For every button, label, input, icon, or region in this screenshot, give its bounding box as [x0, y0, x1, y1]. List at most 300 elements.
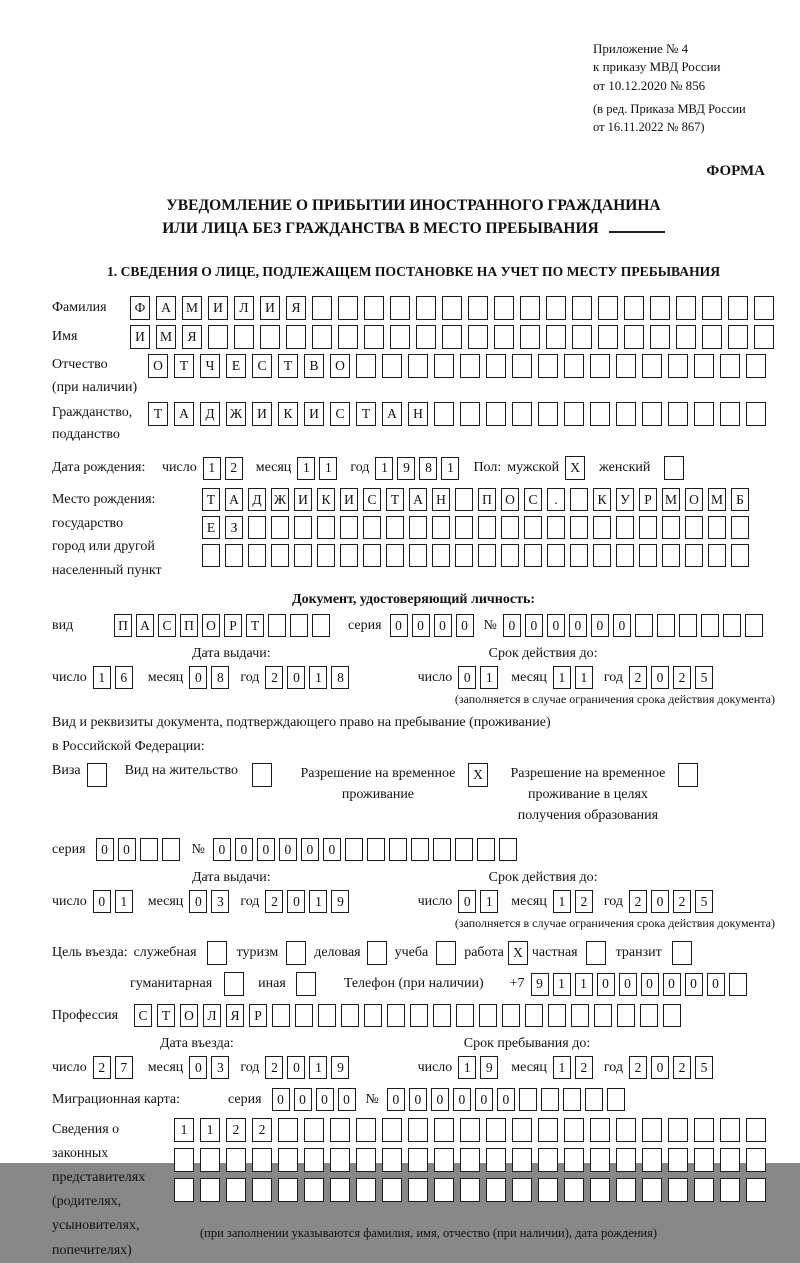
char-cell: [541, 1088, 559, 1111]
char-cell: [410, 1004, 428, 1027]
firstname-row: [52, 325, 775, 349]
char-cell: 0: [547, 614, 565, 637]
identity-doc-dates-row: [52, 666, 775, 689]
char-cell: [616, 1148, 636, 1172]
char-cell: [345, 838, 363, 861]
char-cell: 8: [419, 457, 437, 480]
char-cell: [642, 1148, 662, 1172]
identity-issue-date: число 1 6 месяц 0 8 год 2 0 1 8: [52, 666, 349, 689]
char-cell: [564, 1148, 584, 1172]
char-cell: П: [180, 614, 198, 637]
char-cell: [318, 1004, 336, 1027]
form-title-line2: ИЛИ ЛИЦА БЕЗ ГРАЖДАНСТВА В МЕСТО ПРЕБЫВАНИЯ: [52, 217, 775, 240]
char-cell: [468, 296, 488, 320]
char-cell: [456, 1004, 474, 1027]
char-cell: 1: [200, 1118, 220, 1142]
char-cell: 0: [287, 890, 305, 913]
appendix-line: Приложение № 4: [593, 41, 689, 56]
char-cell: 1: [575, 666, 593, 689]
char-cell: [356, 1148, 376, 1172]
char-cell: [538, 402, 558, 426]
char-cell: 2: [265, 666, 283, 689]
char-cell: А: [136, 614, 154, 637]
char-cell: [494, 296, 514, 320]
char-cell: [225, 544, 243, 567]
char-cell: 0: [651, 666, 669, 689]
char-cell: [702, 296, 722, 320]
char-cell: 9: [480, 1056, 498, 1079]
char-cell: И: [260, 296, 280, 320]
entry-date-group: число 2 7 месяц 0 3 год 2 0 1 9: [52, 1056, 349, 1079]
char-cell: Ж: [226, 402, 246, 426]
char-cell: [731, 516, 749, 539]
char-cell: [494, 325, 514, 349]
representatives-label: Сведения о законных представителях (родителях, усыновителях, попечителях): [52, 1122, 146, 1258]
char-cell: [720, 354, 740, 378]
char-cell: С: [330, 402, 350, 426]
char-cell: А: [225, 488, 243, 511]
char-cell: [364, 325, 384, 349]
char-cell: [650, 296, 670, 320]
char-cell: 0: [387, 1088, 405, 1111]
char-cell: Я: [226, 1004, 244, 1027]
char-cell: [694, 1178, 714, 1202]
char-cell: Б: [731, 488, 749, 511]
residence-date-headers: [52, 870, 775, 886]
char-cell: [708, 516, 726, 539]
char-cell: [460, 354, 480, 378]
char-cell: [547, 544, 565, 567]
char-cell: Т: [356, 402, 376, 426]
purpose-humanitarian-checkbox: [224, 972, 244, 996]
char-cell: [642, 1118, 662, 1142]
residence-validity-note: (заполняется в случае ограничения срока действия документа): [454, 916, 775, 931]
residence-seriya-row: [52, 838, 775, 861]
char-cell: [585, 1088, 603, 1111]
char-cell: 0: [525, 614, 543, 637]
char-cell: Т: [246, 614, 264, 637]
char-cell: Н: [408, 402, 428, 426]
char-cell: [455, 544, 473, 567]
char-cell: [434, 1148, 454, 1172]
char-cell: Я: [182, 325, 202, 349]
char-cell: 0: [287, 666, 305, 689]
char-cell: [208, 325, 228, 349]
surname-row: [52, 296, 775, 320]
birthplace-cells-row1: [202, 488, 749, 511]
char-cell: [312, 325, 332, 349]
char-cell: 0: [96, 838, 114, 861]
char-cell: [746, 1148, 766, 1172]
patronymic-cells: [148, 354, 766, 378]
char-cell: 8: [331, 666, 349, 689]
char-cell: 9: [531, 973, 549, 996]
migration-card-label: Миграционная карта:: [52, 1091, 181, 1107]
char-cell: 0: [456, 614, 474, 637]
sex-male-label: мужской: [507, 460, 560, 476]
char-cell: [389, 838, 407, 861]
sex-label: Пол:: [473, 460, 502, 476]
char-cell: [364, 1004, 382, 1027]
char-cell: [455, 838, 473, 861]
char-cell: [616, 354, 636, 378]
char-cell: [694, 1148, 714, 1172]
char-cell: [590, 402, 610, 426]
char-cell: 0: [294, 1088, 312, 1111]
char-cell: [754, 325, 774, 349]
char-cell: [411, 838, 429, 861]
patronymic-label: Отчество (при наличии): [52, 357, 138, 396]
char-cell: С: [363, 488, 381, 511]
char-cell: 0: [412, 614, 430, 637]
char-cell: [746, 1118, 766, 1142]
birthplace-cells-row3: [202, 544, 749, 567]
char-cell: [728, 296, 748, 320]
issue-date-header: Дата выдачи:: [192, 646, 271, 662]
char-cell: Р: [249, 1004, 267, 1027]
char-cell: [226, 1148, 246, 1172]
char-cell: [367, 838, 385, 861]
entry-purpose-row2: гуманитарная иная Телефон (при наличии) +7 9 1 1 0 0 0 0 0 0: [52, 972, 775, 996]
char-cell: 2: [575, 890, 593, 913]
char-cell: 2: [629, 890, 647, 913]
char-cell: [200, 1148, 220, 1172]
char-cell: [460, 402, 480, 426]
char-cell: [252, 1148, 272, 1172]
char-cell: [642, 402, 662, 426]
char-cell: [478, 544, 496, 567]
char-cell: 0: [503, 614, 521, 637]
char-cell: 2: [93, 1056, 111, 1079]
title-blank-line: [609, 219, 665, 233]
temp-residence-checkbox: X: [468, 763, 488, 787]
char-cell: [304, 1178, 324, 1202]
char-cell: Е: [202, 516, 220, 539]
char-cell: 2: [265, 1056, 283, 1079]
char-cell: 2: [226, 1118, 246, 1142]
entry-dates-row: [52, 1056, 775, 1079]
char-cell: [341, 1004, 359, 1027]
char-cell: [286, 325, 306, 349]
birthplace-label: Место рождения: государство город или другой населенный пункт: [52, 492, 162, 578]
patronymic-row: [52, 354, 775, 399]
char-cell: К: [317, 488, 335, 511]
char-cell: [387, 1004, 405, 1027]
char-cell: [590, 1148, 610, 1172]
temp-residence-edu-option: Разрешение на временное проживание в целях получения образования: [504, 763, 698, 826]
char-cell: [639, 516, 657, 539]
char-cell: [572, 325, 592, 349]
char-cell: 0: [458, 890, 476, 913]
char-cell: [382, 1118, 402, 1142]
residence-number-label: №: [191, 841, 205, 857]
char-cell: 7: [115, 1056, 133, 1079]
char-cell: [200, 1178, 220, 1202]
doc-seriya-cells: [390, 614, 474, 637]
entry-purpose-row1: Цель въезда: служебная туризм деловая учеба работа X частная транзит: [52, 941, 775, 965]
temp-residence-option: Разрешение на временное проживание X: [294, 763, 488, 805]
char-cell: [356, 1118, 376, 1142]
char-cell: 2: [252, 1118, 272, 1142]
char-cell: [746, 1178, 766, 1202]
char-cell: [593, 544, 611, 567]
char-cell: [616, 516, 634, 539]
char-cell: 1: [480, 890, 498, 913]
residence-seriya-cells: [96, 838, 180, 861]
char-cell: .: [547, 488, 565, 511]
char-cell: [590, 1118, 610, 1142]
char-cell: 0: [453, 1088, 471, 1111]
char-cell: 0: [431, 1088, 449, 1111]
char-cell: [720, 1148, 740, 1172]
birthplace-cells: [202, 488, 749, 567]
sex-female-label: женский: [599, 460, 651, 476]
char-cell: [455, 516, 473, 539]
char-cell: [607, 1088, 625, 1111]
char-cell: [271, 516, 289, 539]
birthplace-row: [52, 488, 775, 582]
migration-number-cells: [387, 1088, 625, 1111]
char-cell: 1: [375, 457, 393, 480]
char-cell: [662, 516, 680, 539]
char-cell: [640, 1004, 658, 1027]
char-cell: 1: [553, 890, 571, 913]
char-cell: [278, 1148, 298, 1172]
char-cell: И: [130, 325, 150, 349]
char-cell: [460, 1118, 480, 1142]
char-cell: [663, 1004, 681, 1027]
char-cell: [538, 354, 558, 378]
visa-option: Виза: [52, 763, 107, 787]
char-cell: [662, 544, 680, 567]
char-cell: [639, 544, 657, 567]
char-cell: [272, 1004, 290, 1027]
char-cell: 1: [458, 1056, 476, 1079]
char-cell: 8: [211, 666, 229, 689]
entry-purpose-label: Цель въезда:: [52, 945, 128, 961]
char-cell: 0: [651, 1056, 669, 1079]
char-cell: [546, 296, 566, 320]
char-cell: [434, 1178, 454, 1202]
citizenship-label: Гражданство, подданство: [52, 404, 133, 443]
char-cell: 6: [115, 666, 133, 689]
char-cell: И: [294, 488, 312, 511]
purpose-transit-checkbox: [672, 941, 692, 965]
char-cell: [330, 1148, 350, 1172]
identity-valid-date: число 0 1 месяц 1 1 год 2 0 2 5: [418, 666, 713, 689]
char-cell: 0: [287, 1056, 305, 1079]
char-cell: Т: [174, 354, 194, 378]
char-cell: [594, 1004, 612, 1027]
char-cell: [363, 516, 381, 539]
char-cell: [477, 838, 495, 861]
birthdate-label: Дата рождения:: [52, 460, 146, 476]
char-cell: Т: [157, 1004, 175, 1027]
char-cell: 1: [553, 666, 571, 689]
residence-valid-date: число 0 1 месяц 1 2 год 2 0 2 5: [418, 890, 713, 913]
char-cell: [252, 1178, 272, 1202]
char-cell: И: [208, 296, 228, 320]
char-cell: 0: [434, 614, 452, 637]
form-title-line1: УВЕДОМЛЕНИЕ О ПРИБЫТИИ ИНОСТРАННОГО ГРАЖДАНИНА: [166, 196, 661, 214]
char-cell: [570, 516, 588, 539]
char-cell: К: [278, 402, 298, 426]
char-cell: 3: [211, 1056, 229, 1079]
char-cell: 1: [309, 1056, 327, 1079]
char-cell: С: [252, 354, 272, 378]
char-cell: [317, 544, 335, 567]
char-cell: [598, 296, 618, 320]
char-cell: [728, 325, 748, 349]
char-cell: 0: [189, 1056, 207, 1079]
char-cell: [501, 516, 519, 539]
char-cell: О: [685, 488, 703, 511]
char-cell: М: [156, 325, 176, 349]
representatives-note: (при заполнении указываются фамилия, имя, отчество (при наличии), дата рождения): [200, 1226, 658, 1241]
char-cell: [162, 838, 180, 861]
entry-date-headers: [52, 1036, 775, 1052]
char-cell: 0: [272, 1088, 290, 1111]
char-cell: [668, 402, 688, 426]
entry-date-header: Дата въезда:: [160, 1036, 234, 1052]
char-cell: П: [114, 614, 132, 637]
char-cell: [408, 1148, 428, 1172]
char-cell: [382, 1148, 402, 1172]
char-cell: 2: [673, 1056, 691, 1079]
char-cell: Т: [278, 354, 298, 378]
char-cell: 0: [301, 838, 319, 861]
representatives-cells: [174, 1118, 766, 1241]
char-cell: М: [182, 296, 202, 320]
char-cell: [668, 1148, 688, 1172]
firstname-cells: [130, 325, 774, 349]
char-cell: [312, 296, 332, 320]
char-cell: [386, 544, 404, 567]
char-cell: [729, 973, 747, 996]
representatives-cells-row3: [174, 1178, 766, 1202]
char-cell: 0: [613, 614, 631, 637]
char-cell: 0: [458, 666, 476, 689]
char-cell: Т: [148, 402, 168, 426]
identity-doc-row: [52, 614, 775, 637]
char-cell: Н: [432, 488, 450, 511]
surname-label: Фамилия: [52, 300, 107, 316]
char-cell: 2: [265, 890, 283, 913]
sex-male-checkbox: X: [565, 456, 585, 480]
char-cell: [432, 516, 450, 539]
char-cell: 0: [257, 838, 275, 861]
char-cell: [234, 325, 254, 349]
migration-seriya-cells: [272, 1088, 356, 1111]
char-cell: [593, 516, 611, 539]
char-cell: З: [225, 516, 243, 539]
doc-kind-label: вид: [52, 617, 74, 633]
valid-until-header: Срок действия до:: [488, 646, 598, 662]
char-cell: [248, 516, 266, 539]
char-cell: [598, 325, 618, 349]
profession-row: [52, 1004, 775, 1027]
char-cell: 9: [331, 1056, 349, 1079]
char-cell: [563, 1088, 581, 1111]
char-cell: [486, 1118, 506, 1142]
char-cell: 1: [309, 666, 327, 689]
char-cell: 1: [553, 1056, 571, 1079]
residence-options-row: [52, 763, 775, 826]
char-cell: 1: [441, 457, 459, 480]
doc-kind-cells: [114, 614, 330, 637]
visa-checkbox: [87, 763, 107, 787]
char-cell: [140, 838, 158, 861]
profession-label: Профессия: [52, 1007, 119, 1023]
residence-issue-date: число 0 1 месяц 0 3 год 2 0 1 9: [52, 890, 349, 913]
char-cell: 2: [225, 457, 243, 480]
char-cell: [694, 402, 714, 426]
char-cell: [499, 838, 517, 861]
char-cell: [512, 402, 532, 426]
char-cell: [538, 1148, 558, 1172]
char-cell: [616, 402, 636, 426]
char-cell: [685, 544, 703, 567]
char-cell: В: [304, 354, 324, 378]
char-cell: А: [382, 402, 402, 426]
representatives-cells-row2: [174, 1148, 766, 1172]
identity-doc-date-headers: [52, 646, 775, 662]
char-cell: [295, 1004, 313, 1027]
surname-cells: [130, 296, 774, 320]
char-cell: Д: [200, 402, 220, 426]
purpose-private-checkbox: [586, 941, 606, 965]
char-cell: [570, 488, 588, 511]
char-cell: 0: [338, 1088, 356, 1111]
char-cell: [304, 1148, 324, 1172]
char-cell: [642, 354, 662, 378]
char-cell: [590, 1178, 610, 1202]
revision-line: (в ред. Приказа МВД России: [593, 102, 746, 117]
char-cell: [409, 516, 427, 539]
char-cell: [317, 516, 335, 539]
char-cell: [701, 614, 719, 637]
char-cell: [502, 1004, 520, 1027]
char-cell: О: [148, 354, 168, 378]
char-cell: К: [593, 488, 611, 511]
char-cell: Т: [202, 488, 220, 511]
appendix-line: от 10.12.2020 № 856: [593, 77, 706, 93]
char-cell: [720, 402, 740, 426]
char-cell: 1: [309, 890, 327, 913]
char-cell: [548, 1004, 566, 1027]
char-cell: [668, 354, 688, 378]
char-cell: [635, 614, 653, 637]
char-cell: [538, 1118, 558, 1142]
purpose-study-checkbox: [436, 941, 456, 965]
char-cell: [512, 1148, 532, 1172]
char-cell: [486, 1178, 506, 1202]
char-cell: [512, 1118, 532, 1142]
char-cell: С: [524, 488, 542, 511]
char-cell: [538, 1178, 558, 1202]
phone-prefix: +7: [509, 976, 525, 992]
char-cell: 1: [297, 457, 315, 480]
purpose-business-checkbox: [367, 941, 387, 965]
char-cell: 1: [575, 973, 593, 996]
char-cell: [754, 296, 774, 320]
char-cell: 0: [475, 1088, 493, 1111]
char-cell: Л: [203, 1004, 221, 1027]
doc-number-label: №: [483, 617, 497, 633]
char-cell: [624, 325, 644, 349]
char-cell: И: [304, 402, 324, 426]
char-cell: 1: [203, 457, 221, 480]
